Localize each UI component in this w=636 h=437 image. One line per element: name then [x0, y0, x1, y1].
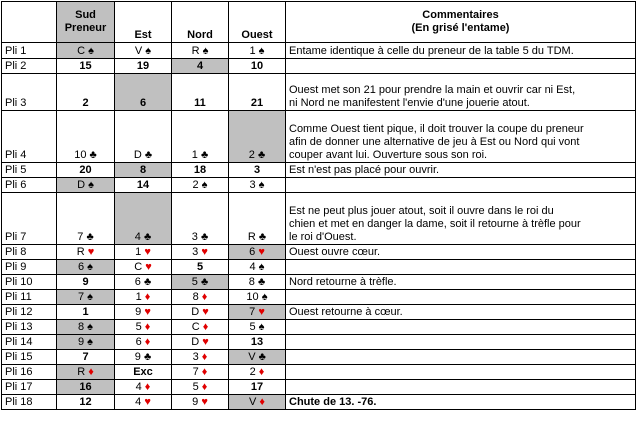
card-cell-nord — [172, 395, 229, 410]
club-icon: ♣ — [141, 149, 153, 161]
spade-icon: ♠ — [255, 261, 265, 273]
card-cell-sud — [57, 275, 115, 290]
card-value: 6 — [134, 276, 141, 288]
spade-icon: ♠ — [85, 179, 94, 191]
comment-cell — [286, 59, 636, 74]
table-row — [2, 43, 636, 59]
card-cell-sud — [57, 335, 115, 350]
spade-icon: ♠ — [84, 336, 94, 348]
pli-label: Pli 9 — [2, 260, 57, 275]
card-value: 6 — [77, 261, 85, 273]
heart-icon: ♥ — [199, 336, 209, 348]
pli-label: Pli 3 — [2, 74, 57, 111]
spade-icon: ♠ — [255, 321, 265, 333]
card-cell-est — [115, 260, 172, 275]
comment-line: Est n'est pas placé pour ouvrir. — [289, 164, 440, 176]
pli-label: Pli 2 — [2, 59, 57, 74]
heart-icon: ♥ — [142, 261, 152, 273]
club-icon: ♣ — [86, 149, 97, 161]
pli-label: Pli 11 — [2, 290, 57, 305]
spade-icon: ♠ — [84, 321, 94, 333]
card-cell-est — [115, 335, 172, 350]
club-icon: ♣ — [255, 351, 266, 363]
header-ouest: Ouest — [229, 2, 286, 43]
card-value: 11 — [194, 97, 206, 109]
table-row — [2, 178, 636, 193]
card-value: C — [77, 45, 86, 57]
card-cell-sud — [57, 178, 115, 193]
card-value: 2 — [249, 366, 256, 378]
card-value: 8 — [139, 164, 147, 176]
card-cell-nord — [172, 305, 229, 320]
card-cell-est — [115, 275, 172, 290]
card-value: C — [134, 261, 143, 273]
card-cell-sud — [57, 305, 115, 320]
card-value: 10 — [250, 60, 264, 72]
diamond-icon: ♦ — [198, 351, 208, 363]
spade-icon: ♠ — [84, 291, 94, 303]
card-cell-ouest — [229, 305, 286, 320]
card-value: 7 — [82, 351, 89, 363]
pli-label: Pli 13 — [2, 320, 57, 335]
card-cell-nord — [172, 365, 229, 380]
heart-icon: ♥ — [141, 306, 151, 318]
card-value: 4 — [249, 261, 256, 273]
card-value: 5 — [135, 321, 142, 333]
table-row — [2, 111, 636, 163]
tarot-deal-table — [1, 1, 636, 410]
card-value: 15 — [79, 60, 92, 72]
diamond-icon: ♦ — [198, 381, 208, 393]
card-value: 1 — [135, 291, 142, 303]
card-value: C — [191, 321, 200, 333]
card-value: 4 — [135, 381, 142, 393]
table-row — [2, 395, 636, 410]
card-value: 9 — [82, 276, 89, 288]
card-cell-ouest — [229, 275, 286, 290]
card-cell-est — [115, 365, 172, 380]
card-cell-est — [115, 111, 172, 163]
card-value: 5 — [192, 381, 199, 393]
card-cell-nord — [172, 43, 229, 59]
table-row — [2, 193, 636, 245]
card-cell-sud — [57, 320, 115, 335]
card-value: 8 — [77, 321, 85, 333]
card-cell-ouest — [229, 74, 286, 111]
pli-label: Pli 6 — [2, 178, 57, 193]
comment-line: Ouest ouvre cœur. — [289, 246, 381, 258]
diamond-icon: ♦ — [255, 366, 265, 378]
card-cell-sud — [57, 260, 115, 275]
club-icon: ♣ — [254, 276, 266, 288]
table-row — [2, 380, 636, 395]
card-value: 1 — [135, 246, 142, 258]
diamond-icon: ♦ — [141, 321, 151, 333]
card-cell-est — [115, 245, 172, 260]
pli-label: Pli 16 — [2, 365, 57, 380]
card-cell-ouest — [229, 350, 286, 365]
card-value: 1 — [82, 306, 89, 318]
header-row — [2, 2, 636, 43]
card-cell-ouest — [229, 178, 286, 193]
card-cell-nord — [172, 193, 229, 245]
card-cell-nord — [172, 260, 229, 275]
comment-cell — [286, 74, 636, 111]
card-cell-sud — [57, 245, 115, 260]
diamond-icon: ♦ — [141, 291, 151, 303]
heart-icon: ♥ — [199, 306, 209, 318]
diamond-icon: ♦ — [141, 381, 151, 393]
card-cell-nord — [172, 111, 229, 163]
card-value: 14 — [136, 179, 150, 191]
spade-icon: ♠ — [85, 45, 94, 57]
card-cell-sud — [57, 395, 115, 410]
club-icon: ♣ — [255, 231, 267, 243]
card-cell-est — [115, 193, 172, 245]
card-value: 4 — [134, 231, 141, 243]
card-cell-nord — [172, 163, 229, 178]
heart-icon: ♥ — [198, 396, 208, 408]
comment-line: Entame identique à celle du preneur de la table 5 du TDM. — [289, 45, 574, 57]
card-cell-est — [115, 380, 172, 395]
comment-cell — [286, 350, 636, 365]
card-cell-ouest — [229, 380, 286, 395]
card-cell-nord — [172, 275, 229, 290]
card-value: D — [191, 306, 200, 318]
card-value: 16 — [79, 381, 92, 393]
card-cell-sud — [57, 111, 115, 163]
card-value: Exc — [133, 366, 153, 378]
card-cell-est — [115, 305, 172, 320]
table-row — [2, 305, 636, 320]
table-row — [2, 59, 636, 74]
card-value: 6 — [139, 97, 147, 109]
pli-label: Pli 4 — [2, 111, 57, 163]
comment-line: Chute de 13. -76. — [289, 396, 377, 408]
card-cell-sud — [57, 43, 115, 59]
card-cell-sud — [57, 350, 115, 365]
card-value: 7 — [192, 366, 199, 378]
card-value: 17 — [250, 381, 264, 393]
card-value: 3 — [249, 179, 256, 191]
card-value: 19 — [136, 60, 150, 72]
card-cell-est — [115, 395, 172, 410]
card-value: 4 — [196, 60, 204, 72]
card-cell-nord — [172, 335, 229, 350]
card-cell-sud — [57, 59, 115, 74]
comment-cell — [286, 178, 636, 193]
card-cell-nord — [172, 178, 229, 193]
card-cell-est — [115, 74, 172, 111]
card-value: 9 — [135, 306, 142, 318]
card-value: 3 — [191, 231, 198, 243]
card-cell-ouest — [229, 59, 286, 74]
table-row — [2, 275, 636, 290]
comment-line: le roi d'Ouest. — [289, 231, 357, 243]
card-value: 2 — [248, 149, 255, 161]
club-icon: ♣ — [140, 276, 152, 288]
club-icon: ♣ — [140, 231, 152, 243]
table-row — [2, 163, 636, 178]
card-value: 7 — [77, 291, 85, 303]
heart-icon: ♥ — [84, 246, 95, 258]
card-value: R — [77, 366, 86, 378]
card-cell-ouest — [229, 335, 286, 350]
pli-label: Pli 8 — [2, 245, 57, 260]
card-value: 7 — [249, 306, 256, 318]
card-value: 5 — [191, 276, 198, 288]
card-value: 13 — [250, 336, 264, 348]
card-value: 2 — [82, 97, 89, 109]
card-cell-sud — [57, 74, 115, 111]
table-row — [2, 350, 636, 365]
header-nord: Nord — [172, 2, 229, 43]
club-icon: ♣ — [197, 149, 209, 161]
card-cell-ouest — [229, 290, 286, 305]
card-cell-nord — [172, 59, 229, 74]
card-cell-nord — [172, 74, 229, 111]
card-value: 20 — [79, 164, 92, 176]
card-value: D — [191, 336, 200, 348]
card-cell-nord — [172, 245, 229, 260]
card-value: 3 — [253, 164, 261, 176]
comment-line: couper avant lui. Ouverture sous son roi. — [289, 149, 488, 161]
comment-cell — [286, 305, 636, 320]
table-row — [2, 260, 636, 275]
comment-line: Est ne peut plus jouer atout, soit il ouvre dans le roi du — [289, 205, 554, 217]
card-cell-ouest — [229, 111, 286, 163]
diamond-icon: ♦ — [256, 396, 265, 408]
card-cell-sud — [57, 193, 115, 245]
comment-cell — [286, 320, 636, 335]
comment-cell — [286, 43, 636, 59]
diamond-icon: ♦ — [85, 366, 94, 378]
pli-label: Pli 10 — [2, 275, 57, 290]
diamond-icon: ♦ — [141, 336, 151, 348]
club-icon: ♣ — [254, 149, 266, 161]
card-cell-est — [115, 320, 172, 335]
card-cell-est — [115, 178, 172, 193]
card-value: D — [77, 179, 86, 191]
pli-label: Pli 17 — [2, 380, 57, 395]
card-value: 5 — [196, 261, 204, 273]
header-empty — [2, 2, 57, 43]
card-value: 4 — [135, 396, 142, 408]
header-commentaires: Commentaires (En grisé l'entame) — [286, 2, 636, 43]
card-value: V — [134, 45, 143, 57]
card-cell-ouest — [229, 320, 286, 335]
comment-cell — [286, 395, 636, 410]
pli-label: Pli 7 — [2, 193, 57, 245]
comment-cell — [286, 335, 636, 350]
card-value: 10 — [74, 149, 87, 161]
comment-cell — [286, 260, 636, 275]
card-value: V — [248, 396, 257, 408]
card-value: 9 — [192, 396, 199, 408]
diamond-icon: ♦ — [198, 366, 208, 378]
table-row — [2, 365, 636, 380]
card-value: 8 — [192, 291, 199, 303]
comment-cell — [286, 111, 636, 163]
table-row — [2, 74, 636, 111]
spade-icon: ♠ — [255, 179, 265, 191]
pli-label: Pli 15 — [2, 350, 57, 365]
card-cell-nord — [172, 380, 229, 395]
table-row — [2, 245, 636, 260]
table-row — [2, 320, 636, 335]
diamond-icon: ♦ — [198, 291, 208, 303]
card-cell-est — [115, 59, 172, 74]
card-cell-est — [115, 350, 172, 365]
card-value: 1 — [249, 45, 256, 57]
card-value: 21 — [250, 97, 264, 109]
card-cell-sud — [57, 380, 115, 395]
comment-line: Comme Ouest tient pique, il doit trouver la coupe du preneur — [289, 123, 584, 135]
club-icon: ♣ — [197, 276, 209, 288]
spade-icon: ♠ — [198, 179, 208, 191]
spade-icon: ♠ — [199, 45, 209, 57]
card-value: V — [248, 351, 256, 363]
table-row — [2, 335, 636, 350]
card-cell-ouest — [229, 365, 286, 380]
club-icon: ♣ — [197, 231, 209, 243]
heart-icon: ♥ — [141, 246, 151, 258]
card-value: D — [133, 149, 142, 161]
card-cell-sud — [57, 290, 115, 305]
card-value: 3 — [192, 246, 199, 258]
comment-cell — [286, 193, 636, 245]
heart-icon: ♥ — [198, 246, 208, 258]
card-cell-nord — [172, 350, 229, 365]
heart-icon: ♥ — [141, 396, 151, 408]
header-est: Est — [115, 2, 172, 43]
comment-line: chien et met en danger la dame, soit il retourne à trèfle pour — [289, 218, 581, 230]
comment-line: afin de donner une alternative de jeu à Est ou Nord qui vont — [289, 136, 580, 148]
card-cell-ouest — [229, 245, 286, 260]
comment-line: Nord retourne à trèfle. — [289, 276, 397, 288]
card-cell-ouest — [229, 43, 286, 59]
card-value: R — [191, 45, 200, 57]
card-value: 8 — [248, 276, 255, 288]
table-body — [2, 43, 636, 410]
spade-icon: ♠ — [255, 45, 265, 57]
heart-icon: ♥ — [255, 306, 265, 318]
card-value: R — [247, 231, 256, 243]
club-icon: ♣ — [140, 351, 152, 363]
card-value: 3 — [192, 351, 199, 363]
heart-icon: ♥ — [255, 246, 265, 258]
card-cell-ouest — [229, 260, 286, 275]
comment-cell — [286, 275, 636, 290]
comment-cell — [286, 380, 636, 395]
pli-label: Pli 14 — [2, 335, 57, 350]
comment-line: Ouest met son 21 pour prendre la main et ouvrir car ni Est, — [289, 84, 576, 96]
pli-label: Pli 1 — [2, 43, 57, 59]
pli-label: Pli 12 — [2, 305, 57, 320]
comment-line: ni Nord ne manifestent l'envie d'une jouerie atout. — [289, 97, 530, 109]
card-cell-ouest — [229, 395, 286, 410]
card-value: 7 — [77, 231, 84, 243]
comment-cell — [286, 163, 636, 178]
card-value: 5 — [249, 321, 256, 333]
pli-label: Pli 5 — [2, 163, 57, 178]
card-value: 18 — [193, 164, 207, 176]
card-cell-ouest — [229, 163, 286, 178]
card-cell-sud — [57, 163, 115, 178]
card-cell-est — [115, 290, 172, 305]
card-value: 1 — [191, 149, 198, 161]
card-cell-est — [115, 163, 172, 178]
comment-line: Ouest retourne à cœur. — [289, 306, 403, 318]
card-value: 9 — [77, 336, 85, 348]
table-row — [2, 290, 636, 305]
card-value: R — [76, 246, 85, 258]
header-sud: Sud Preneur — [57, 2, 115, 43]
comment-cell — [286, 290, 636, 305]
card-value: 6 — [135, 336, 142, 348]
comment-cell — [286, 245, 636, 260]
card-cell-est — [115, 43, 172, 59]
card-value: 9 — [134, 351, 141, 363]
club-icon: ♣ — [83, 231, 94, 243]
spade-icon: ♠ — [84, 261, 94, 273]
card-value: 10 — [246, 291, 259, 303]
diamond-icon: ♦ — [199, 321, 209, 333]
card-value: 2 — [192, 179, 199, 191]
comment-cell — [286, 365, 636, 380]
card-value: 12 — [79, 396, 92, 408]
card-value: 6 — [249, 246, 256, 258]
spade-icon: ♠ — [258, 291, 268, 303]
card-cell-nord — [172, 320, 229, 335]
spade-icon: ♠ — [142, 45, 152, 57]
card-cell-nord — [172, 290, 229, 305]
card-cell-sud — [57, 365, 115, 380]
card-cell-ouest — [229, 193, 286, 245]
pli-label: Pli 18 — [2, 395, 57, 410]
